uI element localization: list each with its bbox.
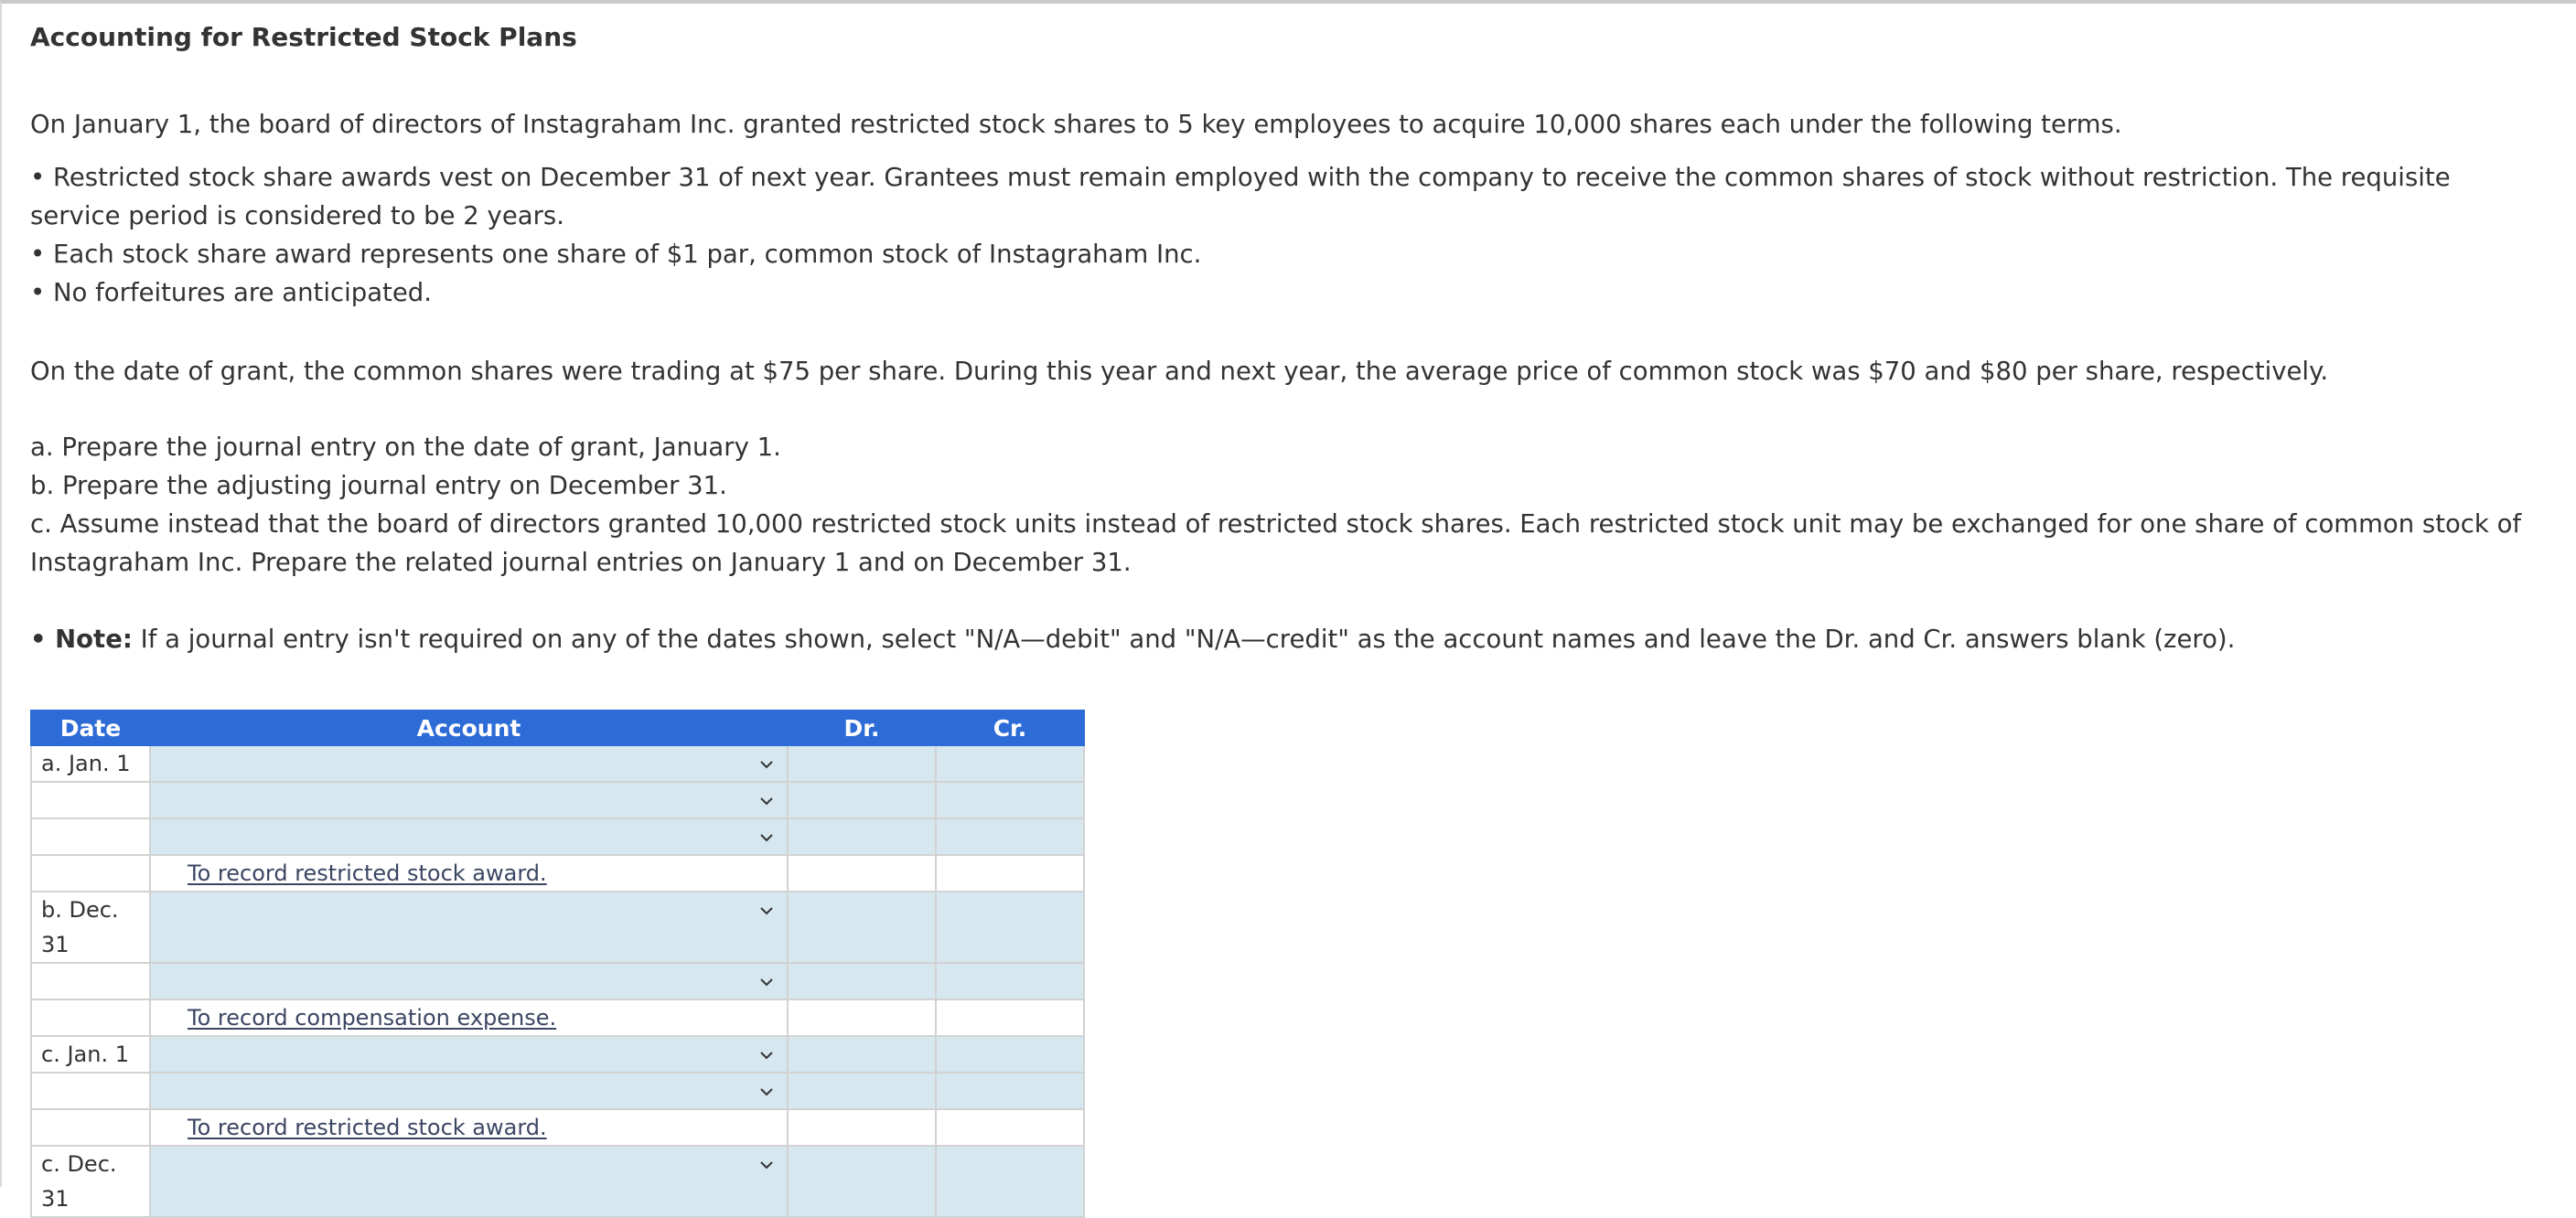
- note-text: If a journal entry isn't required on any of the dates shown, select "N/A—debit" and "N/A—credit" as the account names and leave the Dr. and Cr. answers blank (zero).: [132, 625, 2236, 654]
- date-cell: [31, 818, 150, 855]
- date-cell: [31, 1109, 150, 1146]
- market-paragraph: [30, 352, 2537, 390]
- credit-input[interactable]: [936, 745, 1084, 782]
- credit-input[interactable]: [936, 1146, 1084, 1217]
- chevron-down-icon: [759, 830, 774, 845]
- memo-text: To record compensation expense.: [188, 1005, 557, 1031]
- account-select[interactable]: [150, 1036, 788, 1073]
- problem-intro: [30, 105, 2537, 144]
- account-select[interactable]: [150, 1073, 788, 1109]
- table-row: [31, 1036, 1084, 1073]
- chevron-down-icon: [759, 757, 774, 772]
- terms-list: [30, 158, 2537, 312]
- chevron-down-icon: [759, 1158, 774, 1172]
- table-row: [31, 892, 1084, 963]
- debit-blank: [788, 855, 936, 892]
- intro-text: On January 1, the board of directors of Instagraham Inc. granted restricted stock shares to 5 key employees to acquire 10,000 shares each under the following terms.: [30, 110, 2122, 139]
- credit-input[interactable]: [936, 782, 1084, 818]
- memo-text: To record restricted stock award.: [188, 860, 547, 886]
- note-paragraph: [30, 620, 2537, 658]
- term-item: • No forfeitures are anticipated.: [30, 278, 432, 307]
- account-select[interactable]: [150, 818, 788, 855]
- date-cell: [31, 963, 150, 999]
- header-date: Date: [31, 710, 150, 745]
- debit-input[interactable]: [788, 818, 936, 855]
- date-cell: b. Dec. 31: [31, 892, 150, 963]
- account-select[interactable]: [150, 963, 788, 999]
- memo-cell: [150, 855, 788, 892]
- table-row: [31, 963, 1084, 999]
- credit-blank: [936, 999, 1084, 1036]
- credit-input[interactable]: [936, 963, 1084, 999]
- account-select[interactable]: [150, 745, 788, 782]
- header-dr: Dr.: [788, 710, 936, 745]
- chevron-down-icon: [759, 1048, 774, 1063]
- market-text: On the date of grant, the common shares were trading at $75 per share. During this year and next year, the average price of common stock was $70 and $80 per share, respectively.: [30, 357, 2329, 386]
- debit-input[interactable]: [788, 782, 936, 818]
- credit-input[interactable]: [936, 1073, 1084, 1109]
- debit-blank: [788, 1109, 936, 1146]
- debit-input[interactable]: [788, 963, 936, 999]
- debit-input[interactable]: [788, 892, 936, 963]
- term-item: • Restricted stock share awards vest on December 31 of next year. Grantees must remain employed with the company to receive the common shares of stock without restriction. The requisite service period is considered to be 2 years.: [30, 163, 2451, 230]
- debit-input[interactable]: [788, 1036, 936, 1073]
- date-cell: [31, 782, 150, 818]
- debit-input[interactable]: [788, 745, 936, 782]
- date-cell: [31, 1073, 150, 1109]
- account-select[interactable]: [150, 782, 788, 818]
- question-item: a. Prepare the journal entry on the date of grant, January 1.: [30, 433, 781, 462]
- chevron-down-icon: [759, 903, 774, 918]
- debit-blank: [788, 999, 936, 1036]
- memo-row: [31, 1109, 1084, 1146]
- credit-input[interactable]: [936, 818, 1084, 855]
- term-item: • Each stock share award represents one share of $1 par, common stock of Instagraham Inc.: [30, 240, 1202, 269]
- date-cell: a. Jan. 1: [31, 745, 150, 782]
- account-select[interactable]: [150, 1146, 788, 1217]
- table-row: [31, 745, 1084, 782]
- credit-input[interactable]: [936, 892, 1084, 963]
- account-select[interactable]: [150, 892, 788, 963]
- date-cell: [31, 855, 150, 892]
- journal-entry-table: [30, 710, 1085, 1218]
- memo-cell: [150, 1109, 788, 1146]
- table-row: [31, 818, 1084, 855]
- credit-blank: [936, 1109, 1084, 1146]
- credit-input[interactable]: [936, 1036, 1084, 1073]
- chevron-down-icon: [759, 1084, 774, 1099]
- table-row: [31, 1146, 1084, 1217]
- header-account: Account: [150, 710, 788, 745]
- memo-row: [31, 855, 1084, 892]
- debit-input[interactable]: [788, 1073, 936, 1109]
- debit-input[interactable]: [788, 1146, 936, 1217]
- header-cr: Cr.: [936, 710, 1084, 745]
- note-label: • Note:: [30, 625, 133, 654]
- credit-blank: [936, 855, 1084, 892]
- table-row: [31, 1073, 1084, 1109]
- question-item: b. Prepare the adjusting journal entry on December 31.: [30, 471, 727, 500]
- table-header-row: [31, 710, 1084, 745]
- question-item: c. Assume instead that the board of directors granted 10,000 restricted stock units instead of restricted stock shares. Each restricted stock unit may be exchanged for one share of common stock of Instagraham Inc. Prepare the related journal entries on January 1 and on December 31.: [30, 509, 2522, 577]
- table-row: [31, 782, 1084, 818]
- questions-list: [30, 428, 2537, 582]
- chevron-down-icon: [759, 975, 774, 989]
- memo-cell: [150, 999, 788, 1036]
- page-title: Accounting for Restricted Stock Plans: [30, 22, 577, 52]
- date-cell: c. Jan. 1: [31, 1036, 150, 1073]
- chevron-down-icon: [759, 794, 774, 808]
- memo-text: To record restricted stock award.: [188, 1115, 547, 1140]
- date-cell: [31, 999, 150, 1036]
- memo-row: [31, 999, 1084, 1036]
- date-cell: c. Dec. 31: [31, 1146, 150, 1217]
